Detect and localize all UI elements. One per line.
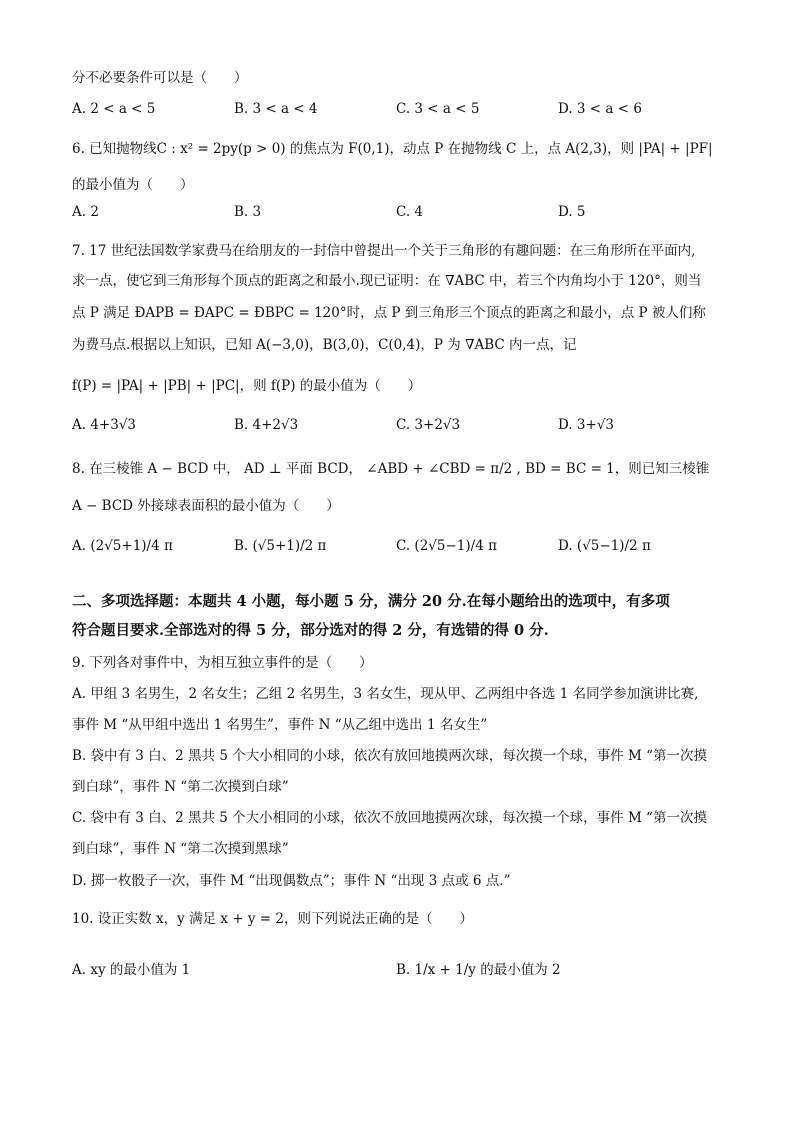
q8-option-c: C. (2√5−1)/4 π bbox=[396, 538, 497, 554]
q7-option-c: C. 3+2√3 bbox=[396, 417, 461, 433]
q7-line1: 7. 17 世纪法国数学家费马在给朋友的一封信中曾提出一个关于三角形的有趣问题：在三角形所在平面内, bbox=[72, 243, 696, 259]
section2-heading-line1: 二、多项选择题：本题共 4 小题，每小题 5 分，满分 20 分.在每小题给出的选项中，有多项 bbox=[72, 593, 670, 610]
question-fragment: 分不必要条件可以是（ ） bbox=[72, 70, 248, 86]
q9-option-a-line2: 事件 M “从甲组中选出 1 名男生”，事件 N “从乙组中选出 1 名女生” bbox=[72, 717, 488, 733]
q5-option-b: B. 3 < a < 4 bbox=[234, 101, 318, 117]
section2-heading-line2: 符合题目要求.全部选对的得 5 分，部分选对的得 2 分，有选错的得 0 分. bbox=[72, 622, 549, 639]
q9-option-b-line1: B. 袋中有 3 白、2 黑共 5 个大小相同的小球，依次有放回地摸两次球，每次摸一个球，事件 M “第一次摸 bbox=[72, 748, 708, 764]
q5-option-d: D. 3 < a < 6 bbox=[558, 101, 642, 117]
q10-stem: 10. 设正实数 x，y 满足 x + y = 2，则下列说法正确的是（ ） bbox=[72, 911, 473, 927]
q9-option-b-line2: 到白球”，事件 N “第二次摸到白球” bbox=[72, 779, 289, 795]
q8-line1: 8. 在三棱锥 A − BCD 中， AD ⊥ 平面 BCD， ∠ABD + ∠CBD = π/2 , BD = BC = 1，则已知三棱锥 bbox=[72, 461, 710, 477]
q8-option-b: B. (√5+1)/2 π bbox=[234, 538, 327, 554]
q7-line3: 点 P 满足 ĐAPB = ĐAPC = ĐBPC = 120°时，点 P 到三角形三个顶点的距离之和最小，点 P 被人们称 bbox=[72, 305, 706, 321]
q5-option-c: C. 3 < a < 5 bbox=[396, 101, 480, 117]
q9-option-c-line1: C. 袋中有 3 白、2 黑共 5 个大小相同的小球，依次不放回地摸两次球，每次摸一个球，事件 M “第一次摸 bbox=[72, 810, 707, 826]
q10-option-b: B. 1/x + 1/y 的最小值为 2 bbox=[396, 962, 561, 978]
q8-option-a: A. (2√5+1)/4 π bbox=[72, 538, 173, 554]
q9-option-a-line1: A. 甲组 3 名男生，2 名女生；乙组 2 名男生，3 名女生，现从甲、乙两组中各选 1 名同学参加演讲比赛, bbox=[72, 686, 699, 702]
q6-option-a: A. 2 bbox=[72, 204, 99, 220]
q8-line2: A − BCD 外接球表面积的最小值为（ ） bbox=[72, 498, 340, 514]
q6-option-d: D. 5 bbox=[558, 204, 586, 220]
q9-stem: 9. 下列各对事件中，为相互独立事件的是（ ） bbox=[72, 655, 373, 671]
q7-line4: 为费马点.根据以上知识，已知 A(−3,0)，B(3,0)，C(0,4)，P 为 ∇ABC 内一点，记 bbox=[72, 337, 577, 353]
q6-option-b: B. 3 bbox=[234, 204, 262, 220]
q7-line2: 求一点，使它到三角形每个顶点的距离之和最小.现已证明：在 ∇ABC 中，若三个内角均小于 120°，则当 bbox=[72, 273, 702, 289]
q10-option-a: A. xy 的最小值为 1 bbox=[72, 962, 191, 978]
q5-option-a: A. 2 < a < 5 bbox=[72, 101, 156, 117]
q6-stem-line1: 6. 已知抛物线C : x² = 2py(p > 0) 的焦点为 F(0,1)，动点 P 在抛物线 C 上，点 A(2,3)，则 |PA| + |PF| bbox=[72, 141, 713, 157]
q7-option-a: A. 4+3√3 bbox=[72, 417, 137, 433]
q9-option-c-line2: 到白球”，事件 N “第二次摸到黑球” bbox=[72, 841, 289, 857]
q9-option-d: D. 掷一枚骰子一次，事件 M “出现偶数点”；事件 N “出现 3 点或 6 点.” bbox=[72, 873, 511, 889]
q7-line5: f(P) = |PA| + |PB| + |PC|，则 f(P) 的最小值为（ ） bbox=[72, 378, 422, 394]
q6-stem-line2: 的最小值为（ ） bbox=[72, 177, 194, 193]
q7-option-d: D. 3+√3 bbox=[558, 417, 615, 433]
q8-option-d: D. (√5−1)/2 π bbox=[558, 538, 651, 554]
q7-option-b: B. 4+2√3 bbox=[234, 417, 299, 433]
q6-option-c: C. 4 bbox=[396, 204, 424, 220]
